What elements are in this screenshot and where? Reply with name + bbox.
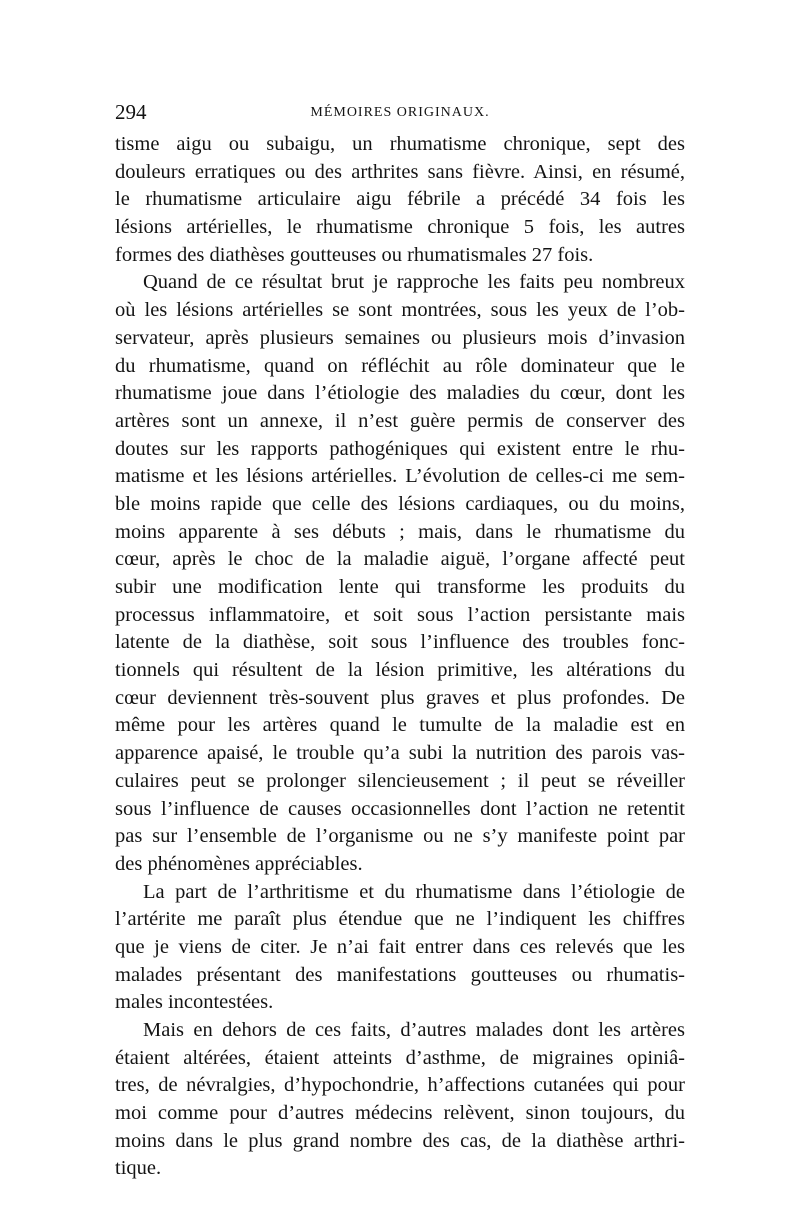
text-line: ble moins rapide que celle des lésions cardiaques, ou du moins, (115, 492, 685, 515)
text-line: tique. (115, 1157, 162, 1180)
text-line: latente de la diathèse, soit sous l’influence des troubles fonc- (115, 631, 685, 654)
text-line: processus inflammatoire, et soit sous l’action persistante mais (115, 603, 685, 626)
text-line: Mais en dehors de ces faits, d’autres malades dont les artères (143, 1019, 685, 1041)
text-line: La part de l’arthritisme et du rhumatisme dans l’étiologie de (143, 880, 685, 903)
text-line: formes des diathèses goutteuses ou rhumatismales 27 fois. (115, 243, 594, 266)
text-line: des phénomènes appréciables. (115, 852, 363, 875)
text-line: moi comme pour d’autres médecins relèvent, sinon toujours, du (115, 1102, 685, 1125)
text-line: males incontestées. (115, 991, 274, 1014)
text-line: douleurs erratiques ou des arthrites sans fièvre. Ainsi, en résumé, (115, 160, 685, 183)
text-line: où les lésions artérielles se sont montrées, sous les yeux de l’ob- (115, 299, 685, 322)
text-line: rhumatisme joue dans l’étiologie des maladies du cœur, dont les (115, 382, 685, 405)
text-line: malades présentant des manifestations goutteuses ou rhumatis- (115, 963, 685, 986)
text-line: tionnels qui résultent de la lésion primitive, les altérations du (115, 659, 685, 682)
text-line: cœur, après le choc de la maladie aiguë, l’organe affecté peut (115, 548, 685, 571)
text-line: pas sur l’ensemble de l’organisme ou ne s’y manifeste point par (115, 825, 685, 848)
text-line: l’artérite me paraît plus étendue que ne l’indiquent les chiffres (115, 908, 685, 931)
text-line: tisme aigu ou subaigu, un rhumatisme chronique, sept des (115, 133, 685, 155)
text-line: moins dans le plus grand nombre des cas, de la diathèse arthri- (115, 1129, 685, 1152)
text-line: matisme et les lésions artérielles. L’évolution de celles-ci me sem- (115, 465, 685, 488)
text-line: servateur, après plusieurs semaines ou plusieurs mois d’invasion (115, 326, 685, 349)
text-line: lésions artérielles, le rhumatisme chronique 5 fois, les autres (115, 216, 685, 239)
text-line: que je viens de citer. Je n’ai fait entrer dans ces relevés que les (115, 935, 685, 958)
text-line: le rhumatisme articulaire aigu fébrile a précédé 34 fois les (115, 188, 685, 211)
text-line: culaires peut se prolonger silencieusement ; il peut se réveiller (115, 769, 685, 792)
text-line: apparence apaisé, le trouble qu’a subi la nutrition des parois vas- (115, 742, 685, 765)
paragraph-3 (115, 879, 685, 1017)
running-header (115, 100, 685, 124)
text-line: artères sont un annexe, il n’est guère permis de conserver des (115, 409, 685, 432)
text-line: moins apparente à ses débuts ; mais, dans le rhumatisme du (115, 520, 685, 543)
paragraph-4 (115, 1017, 685, 1183)
text-line: doutes sur les rapports pathogéniques qui existent entre le rhu- (115, 437, 685, 460)
paragraph-1 (115, 131, 685, 269)
text-line: étaient altérées, étaient atteints d’asthme, de migraines opiniâ- (115, 1046, 685, 1069)
text-line: tres, de névralgies, d’hypochondrie, h’affections cutanées qui pour (115, 1074, 685, 1097)
text-line: subir une modification lente qui transforme les produits du (115, 576, 685, 598)
text-line: cœur deviennent très-souvent plus graves et plus profondes. De (115, 686, 685, 709)
text-line: du rhumatisme, quand on réfléchit au rôle dominateur que le (115, 354, 685, 377)
text-line: même pour les artères quand le tumulte de la maladie est en (115, 714, 685, 737)
paragraph-2 (115, 269, 685, 878)
text-line: Quand de ce résultat brut je rapproche les faits peu nombreux (143, 271, 685, 294)
text-line: sous l’influence de causes occasionnelles dont l’action ne retentit (115, 797, 685, 820)
body-text (115, 131, 685, 1183)
page-number: 294 (115, 100, 147, 124)
running-title: MÉMOIRES ORIGINAUX. (310, 105, 490, 120)
